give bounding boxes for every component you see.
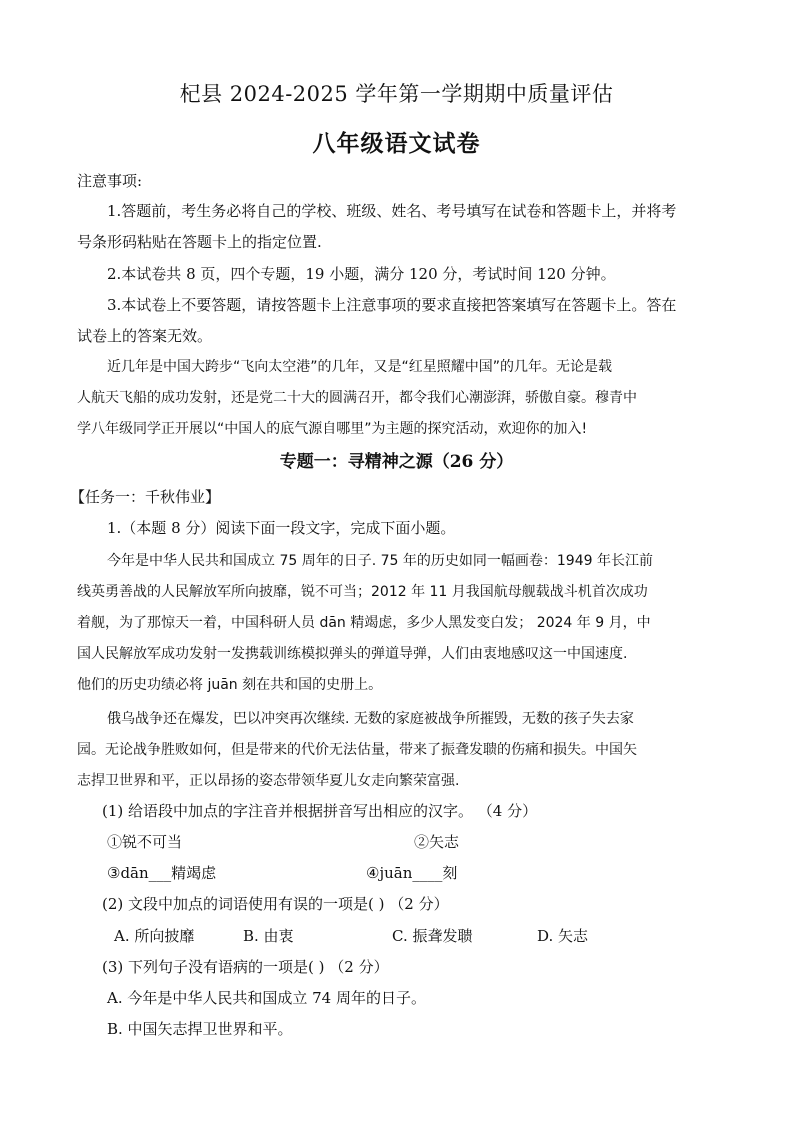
passage-p2-line-2: 园。无论战争胜败如何，但是带来的代价无法估量，带来了振聋发聩的伤痛和损失。中国矢: [77, 742, 637, 758]
sub-2-option-d: D. 矢志: [537, 927, 589, 945]
sub-question-3: (3) 下列句子没有语病的一项是( ) （2 分）: [102, 958, 389, 976]
passage-p2-line-1: 俄乌战争还在爆发，巴以冲突再次继续. 无数的家庭被战争所摧毁，无数的孩子失去家: [107, 711, 634, 727]
topic-1-title: 专题一：寻精神之源（26 分）: [279, 452, 514, 472]
passage-p1-line-5: 他们的历史功绩必将 juān 刻在共和国的史册上。: [77, 677, 383, 693]
sub-1-item-b: ②矢志: [414, 833, 460, 851]
sub-1-item-d: ④juān____刻: [366, 864, 458, 882]
exam-title: 杞县 2024-2025 学年第一学期期中质量评估: [179, 82, 614, 106]
sub-question-2: (2) 文段中加点的词语使用有误的一项是( ) （2 分）: [102, 895, 449, 913]
sub-3-option-a: A. 今年是中华人民共和国成立 74 周年的日子。: [107, 989, 426, 1007]
sub-3-option-b: B. 中国矢志捍卫世界和平。: [107, 1020, 293, 1038]
sub-2-option-c: C. 振聋发聩: [392, 927, 473, 945]
notice-heading: 注意事项:: [77, 172, 143, 190]
intro-line-1: 近几年是中国大跨步“飞向太空港”的几年，又是“红星照耀中国”的几年。无论是载: [107, 359, 613, 375]
notice-item-3-line-2: 试卷上的答案无效。: [77, 327, 213, 345]
notice-item-3-line-1: 3.本试卷上不要答题，请按答题卡上注意事项的要求直接把答案填写在答题卡上。答在: [107, 296, 677, 314]
notice-item-1-line-2: 号条形码粘贴在答题卡上的指定位置.: [77, 233, 322, 251]
sub-1-item-c: ③dān___精竭虑: [107, 864, 217, 882]
intro-line-3: 学八年级同学正开展以“中国人的底气源自哪里”为主题的探究活动，欢迎你的加入!: [77, 421, 588, 437]
passage-p2-line-3: 志捍卫世界和平，正以昂扬的姿态带领华夏儿女走向繁荣富强.: [77, 773, 460, 789]
passage-p1-line-2: 线英勇善战的人民解放军所向披靡，锐不可当；2012 年 11 月我国航母舰载战斗机首次成功: [77, 584, 648, 600]
passage-p1-line-1: 今年是中华人民共和国成立 75 周年的日子. 75 年的历史如同一幅画卷：1949 年长江前: [107, 553, 653, 569]
sub-1-item-a: ①锐不可当: [107, 833, 183, 851]
sub-2-option-a: A. 所向披靡: [114, 927, 195, 945]
notice-item-2: 2.本试卷共 8 页，四个专题，19 小题，满分 120 分，考试时间 120 分钟。: [107, 265, 616, 283]
sub-question-1: (1) 给语段中加点的字注音并根据拼音写出相应的汉字。 （4 分）: [102, 802, 538, 820]
task-1-heading: 【任务一：千秋伟业】: [70, 488, 221, 506]
sub-2-option-b: B. 由衷: [243, 927, 294, 945]
passage-p1-line-3: 着舰，为了那惊天一着，中国科研人员 dān 精竭虑，多少人黑发变白发； 2024 年 9 月，中: [77, 615, 651, 631]
exam-subtitle: 八年级语文试卷: [312, 130, 481, 157]
passage-p1-line-4: 国人民解放军成功发射一发携载训练模拟弹头的弹道导弹，人们由衷地感叹这一中国速度.: [77, 646, 628, 662]
notice-item-1-line-1: 1.答题前，考生务必将自己的学校、班级、姓名、考号填写在试卷和答题卡上，并将考: [107, 202, 677, 220]
intro-line-2: 人航天飞船的成功发射，还是党二十大的圆满召开，都令我们心潮澎湃，骄傲自豪。穆青中: [77, 390, 637, 406]
question-1: 1.（本题 8 分）阅读下面一段文字，完成下面小题。: [107, 519, 456, 537]
